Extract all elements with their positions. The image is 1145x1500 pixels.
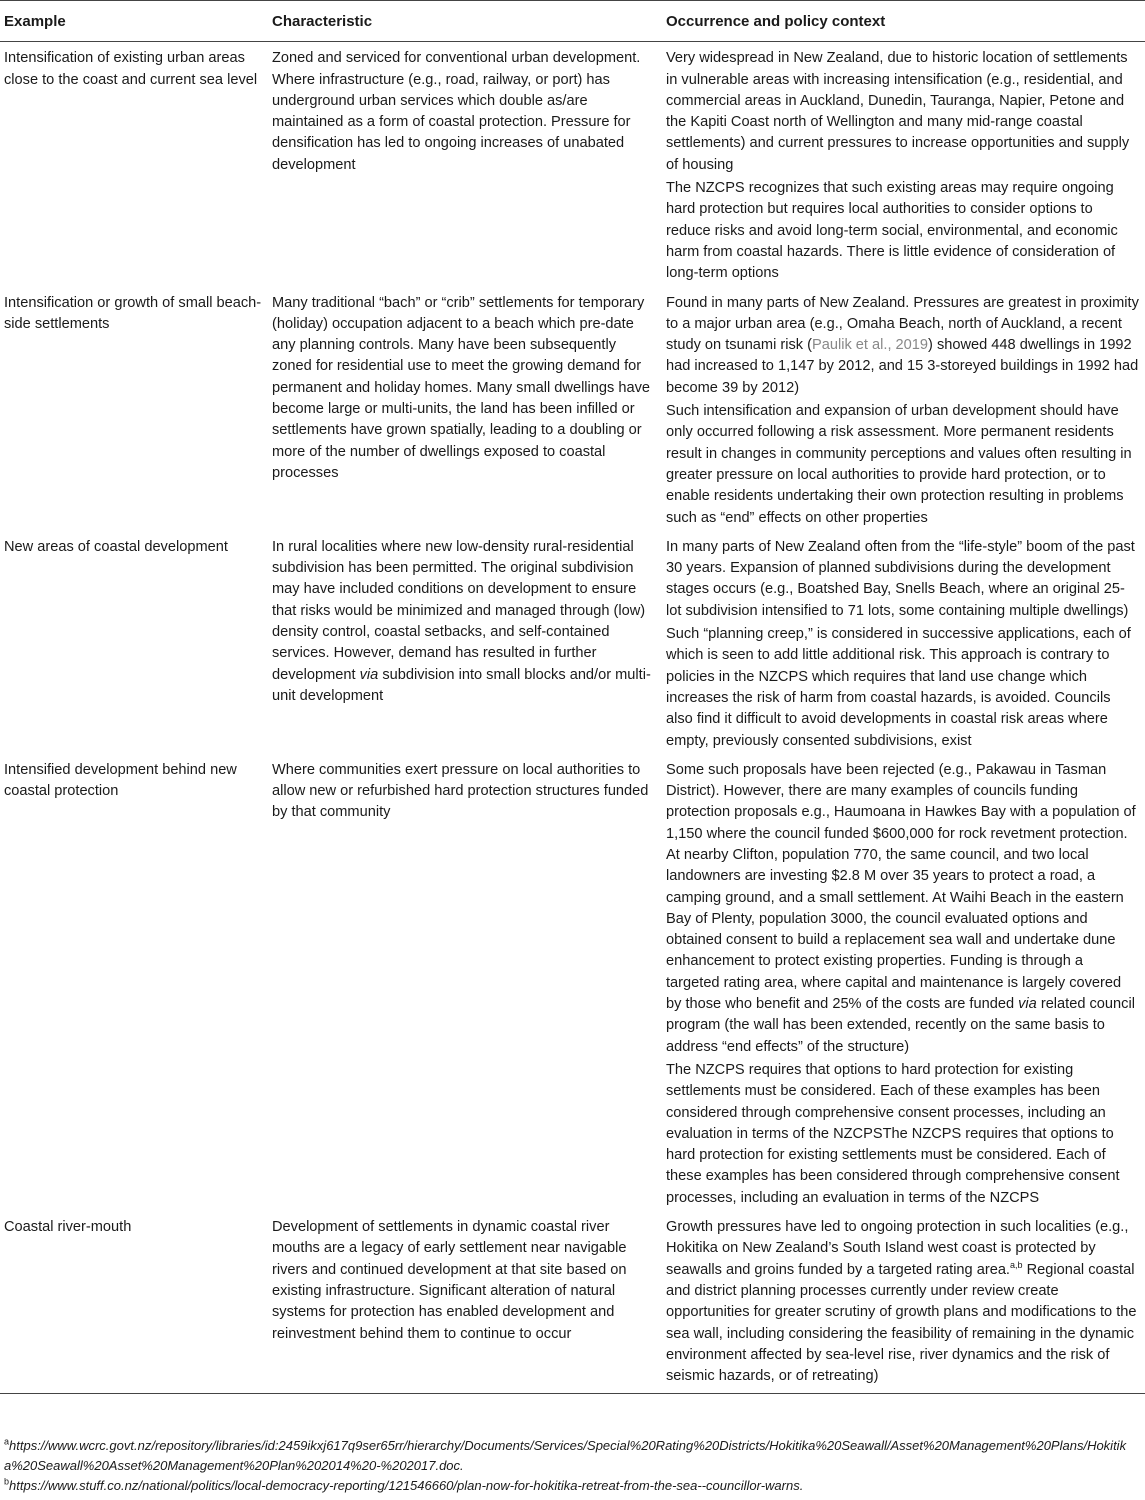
footnote-mark: b: [4, 1476, 10, 1487]
footnotes: [4, 1436, 1142, 1496]
table-header-row: [0, 1, 1145, 42]
text-run: related council program (the wall has been extended, recently on the same basis to address “end effects” of the structure): [666, 996, 1135, 1055]
footnote-marker[interactable]: a,b: [1010, 1259, 1023, 1270]
table-row: [0, 756, 1145, 1213]
text-run: In rural localities where new low-density rural-residential subdivision has been permitted. The original subdivision may have included conditions on development to ensure that risks would be minimized and managed through (low) density control, coastal setbacks, and self-contained services. However, demand has resulted in further development: [272, 538, 646, 683]
column-header-characteristic: Characteristic: [268, 1, 662, 42]
occurrence-paragraph: [666, 760, 1139, 1058]
table-row: [0, 1213, 1145, 1394]
footnote-b: [4, 1476, 1142, 1496]
table-row: [0, 42, 1145, 289]
cell-characteristic: Where communities exert pressure on local authorities to allow new or refurbished hard protection structures funded by that community: [272, 761, 649, 821]
cell-characteristic: Many traditional “bach” or “crib” settlements for temporary (holiday) occupation adjacent to a beach which pre-date any planning controls. Many have been subsequently zoned for residential use to meet the growing demand for permanent and holiday homes. Many small dwellings have become large or multi-units, the land has been infilled or settlements have grown spatially, leading to a doubling or more of the number of dwellings exposed to coastal processes: [272, 294, 651, 481]
occurrence-paragraph: Such intensification and expansion of urban development should have only occurred following a risk assessment. More permanent residents result in changes in community perceptions and values often resulting in greater pressure on local authorities to provide hard protection, or to enable residents undertaking their own protection resulting in problems such as “end” effects on other properties: [666, 403, 1132, 526]
cell-occurrence: [662, 289, 1145, 533]
italic-text: via: [359, 666, 379, 683]
cell-occurrence: [662, 42, 1145, 289]
footnote-url[interactable]: https://www.wcrc.govt.nz/repository/libraries/id:2459ikxj617q9ser65rr/hierarchy/Documents/Services/Special%20Rating%20Districts/Hokitika%20Seawall/Asset%20Management%20Plans/Hokitika%20Seawall%20Asset%20Management%20Plan%202014%20-%202017.doc.: [4, 1438, 1127, 1473]
citation-link[interactable]: Paulik et al., 2019: [812, 337, 929, 354]
cell-example: Intensification of existing urban areas close to the coast and current sea level: [4, 50, 258, 88]
column-header-example: Example: [0, 1, 268, 42]
footnote-mark: a: [4, 1436, 10, 1447]
cell-example: Coastal river-mouth: [0, 1213, 268, 1394]
cell-example: New areas of coastal development: [4, 538, 228, 555]
text-run: Some such proposals have been rejected (e.g., Pakawau in Tasman District). However, there are many examples of councils funding protection proposals e.g., Haumoana in Hawkes Bay with a population of 1,150 where the council funded $600,000 for rock revetment protection. At nearby Clifton, population 770, the same council, and two local landowners are investing $2.8 M over 35 years to protect a road, a camping ground, and a small settlement. At Waihi Beach in the eastern Bay of Plenty, population 3000, the council evaluated options and obtained consent to build a replacement sea wall and undertake dune enhancement to protect existing properties. Funding is through a targeted rating area, where capital and maintenance is largely covered by those who benefit and 25% of the costs are funded: [666, 761, 1136, 1013]
occurrence-paragraph: The NZCPS recognizes that such existing areas may require ongoing hard protection but requires local authorities to consider options to reduce risks and avoid long-term social, environmental, and economic harm from coastal hazards. There is little evidence of consideration of long-term options: [666, 180, 1118, 282]
footnote-a: [4, 1436, 1142, 1476]
cell-occurrence: [662, 1213, 1145, 1394]
cell-occurrence: [662, 533, 1145, 756]
text-run: Regional coastal and district planning processes currently under review create opportunities for greater scrutiny of growth plans and modifications to the sea wall, including considering the feasibility of remaining in the dynamic environment affected by sea-level rise, river dynamics and the risk of seismic hazards, or of retreating): [666, 1261, 1137, 1385]
occurrence-paragraph: Such “planning creep,” is considered in successive applications, each of which is seen to add little additional risk. This approach is contrary to policies in the NZCPS which requires that land use change which increases the risk of harm from coastal hazards, is avoided. Councils also find it difficult to avoid developments in coastal risk areas where empty, previously consented subdivisions, exist: [666, 626, 1131, 749]
occurrence-paragraph: [666, 293, 1139, 399]
cell-characteristic: Zoned and serviced for conventional urban development. Where infrastructure (e.g., road, railway, or port) has underground urban services which double as/are maintained as a form of coastal protection. Pressure for densification has led to ongoing increases of unabated development: [272, 50, 641, 173]
cell-characteristic: [268, 533, 662, 756]
italic-text: via: [1018, 996, 1037, 1013]
footnote-url[interactable]: https://www.stuff.co.nz/national/politics/local-democracy-reporting/121546660/plan-now-for-hokitika-retreat-from-the-sea--councillor-warns.: [9, 1478, 804, 1493]
table-row: [0, 289, 1145, 533]
cell-example: Intensified development behind new coastal protection: [4, 761, 237, 800]
table-row: [0, 533, 1145, 756]
cell-example: Intensification or growth of small beach-side settlements: [4, 294, 262, 332]
cell-occurrence: [662, 756, 1145, 1213]
occurrence-paragraph: In many parts of New Zealand often from the “life-style” boom of the past 30 years. Expansion of planned subdivisions during the development stages occurs (e.g., Boatshed Bay, Snells Beach, where an original 25-lot subdivision intensified to 71 lots, some containing multiple dwellings): [666, 538, 1135, 619]
text-run: Found in many parts of New Zealand. Pressures are greatest in proximity to a major urban area (e.g., Omaha Beach, north of Auckland, a recent study on tsunami risk (: [666, 294, 1139, 354]
occurrence-paragraph: The NZCPS requires that options to hard protection for existing settlements must be considered. Each of these examples has been considered through comprehensive consent processes, including an evaluation in terms of the NZCPSThe NZCPS requires that options to hard protection for existing settlements must be considered. Each of these examples has been considered through comprehensive consent processes, including an evaluation in terms of the NZCPS: [666, 1061, 1120, 1206]
text-run: Growth pressures have led to ongoing protection in such localities (e.g., Hokitika on New Zealand’s South Island west coast is protected by seawalls and groins funded by a targeted rating area.: [666, 1219, 1129, 1278]
column-header-occurrence: Occurrence and policy context: [662, 1, 1145, 42]
cell-characteristic: Development of settlements in dynamic coastal river mouths are a legacy of early settlement near navigable rivers and continued development at that site based on existing infrastructure. Significant alteration of natural systems for protection has enabled development and reinvestment behind them to continue to occur: [268, 1213, 662, 1394]
occurrence-paragraph: [666, 1217, 1139, 1387]
text-run: ) showed 448 dwellings in 1992 had increased to 1,147 by 2012, and 15 3-storeyed buildings in 1992 had become 39 by 2012): [666, 337, 1139, 396]
occurrence-paragraph: Very widespread in New Zealand, due to historic location of settlements in vulnerable areas with increasing intensification (e.g., residential, and commercial areas in Auckland, Dunedin, Tauranga, Napier, Petone and the Kapiti Coast north of Wellington and many mid-range coastal settlements) and current pressures to increase opportunities and supply of housing: [666, 50, 1130, 173]
text-run: subdivision into small blocks and/or multi-unit development: [272, 666, 651, 704]
